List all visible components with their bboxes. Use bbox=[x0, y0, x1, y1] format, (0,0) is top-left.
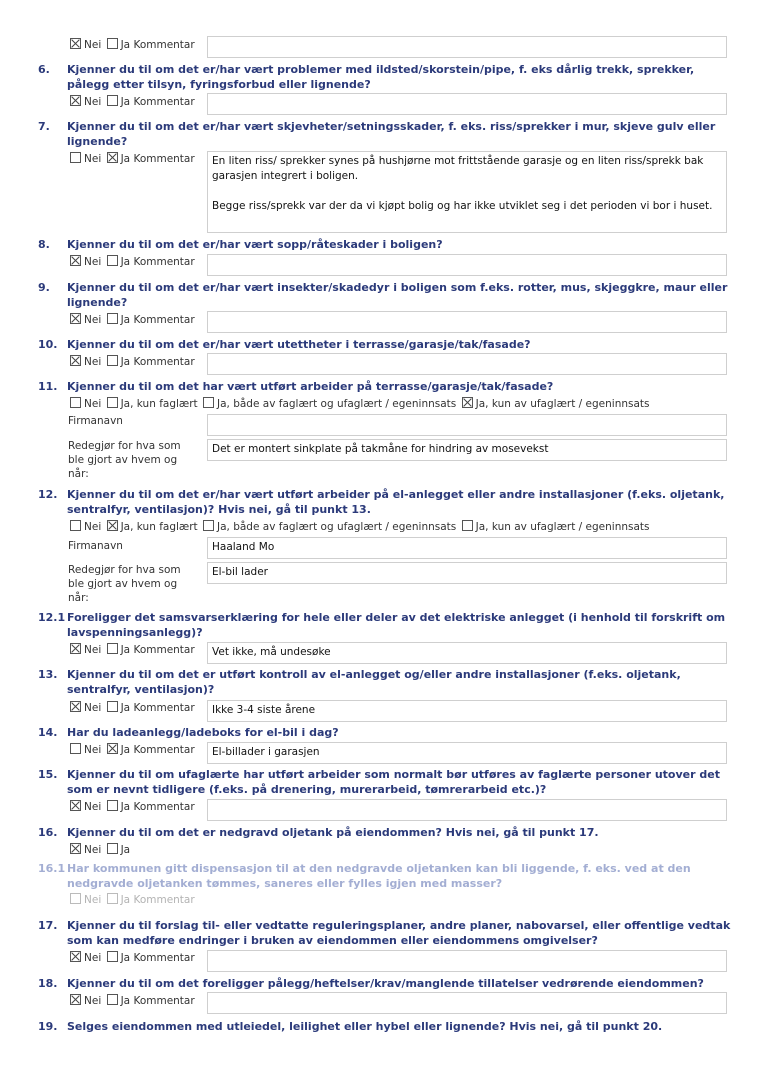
firmanavn-label: Firmanavn bbox=[68, 540, 123, 552]
answer-row-q15: Nei Ja Kommentar bbox=[68, 800, 195, 814]
answer-row-q12: Nei Ja, kun faglært Ja, både av faglært og ufaglært / egeninnsats Ja, kun av ufaglært / egeninnsats bbox=[68, 520, 650, 534]
comment-field-q14[interactable]: El-billader i garasjen bbox=[207, 742, 727, 764]
firmanavn-field-q11[interactable] bbox=[207, 414, 727, 436]
checkbox-nei-checked[interactable] bbox=[70, 95, 81, 106]
comment-field-q10[interactable] bbox=[207, 353, 727, 375]
question-16: 16. Kjenner du til om det er nedgravd oljetank på eiendommen? Hvis nei, gå til punkt 17. bbox=[38, 826, 599, 839]
checkbox-ja[interactable] bbox=[107, 843, 118, 854]
question-11: 11. Kjenner du til om det har vært utført arbeider på terrasse/garasje/tak/fasade? bbox=[38, 380, 554, 393]
answer-row-q5: Nei Ja Kommentar bbox=[68, 38, 195, 52]
answer-row-q18: Nei Ja Kommentar bbox=[68, 994, 195, 1008]
comment-field-q17[interactable] bbox=[207, 950, 727, 972]
checkbox-ja[interactable] bbox=[107, 994, 118, 1005]
firmanavn-field-q12[interactable]: Haaland Mo bbox=[207, 537, 727, 559]
checkbox-nei-checked[interactable] bbox=[70, 994, 81, 1005]
answer-row-q6: Nei Ja Kommentar bbox=[68, 95, 195, 109]
checkbox-ja-begge[interactable] bbox=[203, 397, 214, 408]
checkbox-nei-checked[interactable] bbox=[70, 355, 81, 366]
checkbox-nei-checked[interactable] bbox=[70, 843, 81, 854]
answer-row-q8: Nei Ja Kommentar bbox=[68, 255, 195, 269]
checkbox-ja[interactable] bbox=[107, 701, 118, 712]
question-16-1: 16.1 Har kommunen gitt dispensasjon til at den nedgravde oljetanken kan bli liggende, f. eks. ved at den nedgravde oljetanken tømmes, saneres eller fylles igjen med masser? bbox=[38, 862, 691, 890]
answer-row-q11: Nei Ja, kun faglært Ja, både av faglært og ufaglært / egeninnsats Ja, kun av ufaglært / egeninnsats bbox=[68, 397, 650, 411]
comment-field-q7[interactable] bbox=[207, 151, 727, 233]
checkbox-ja-checked[interactable] bbox=[107, 743, 118, 754]
answer-row-q16: Nei Ja bbox=[68, 843, 130, 857]
redegjor-label: Redegjør for hva som ble gjort av hvem og når: bbox=[68, 440, 181, 480]
redegjor-field-q12[interactable]: El-bil lader bbox=[207, 562, 727, 584]
checkbox-ja-checked[interactable] bbox=[107, 152, 118, 163]
checkbox-ja-disabled bbox=[107, 893, 118, 904]
redegjor-field-q11[interactable]: Det er montert sinkplate på takmåne for hindring av mosevekst bbox=[207, 439, 727, 461]
checkbox-nei-disabled bbox=[70, 893, 81, 904]
checkbox-ja-ufaglaert[interactable] bbox=[462, 520, 473, 531]
firmanavn-label: Firmanavn bbox=[68, 415, 123, 427]
question-19: 19. Selges eiendommen med utleiedel, leilighet eller hybel eller lignende? Hvis nei, gå til punkt 20. bbox=[38, 1020, 663, 1033]
checkbox-ja[interactable] bbox=[107, 313, 118, 324]
question-10: 10. Kjenner du til om det er/har vært utettheter i terrasse/garasje/tak/fasade? bbox=[38, 338, 531, 351]
question-14: 14. Har du ladeanlegg/ladeboks for el-bil i dag? bbox=[38, 726, 339, 739]
comment-paragraph-1: En liten riss/ sprekker synes på hushjørne mot frittstående garasje og en liten riss/sprekk bak garasjen integrert i boligen. bbox=[212, 155, 704, 182]
comment-field-q15[interactable] bbox=[207, 799, 727, 821]
comment-field-q5[interactable] bbox=[207, 36, 727, 58]
question-18: 18. Kjenner du til om det foreligger pålegg/heftelser/krav/manglende tillatelser vedrørende eiendommen? bbox=[38, 977, 704, 990]
question-17: 17. Kjenner du til forslag til- eller vedtatte reguleringsplaner, andre planer, nabovarsel, eller offentlige vedtak som kan medføre endringer i bruken av eiendommen eller eiendommens omgivelser? bbox=[38, 919, 731, 947]
checkbox-nei-checked[interactable] bbox=[70, 313, 81, 324]
checkbox-nei[interactable] bbox=[70, 152, 81, 163]
checkbox-nei-checked[interactable] bbox=[70, 643, 81, 654]
checkbox-ja-faglaert[interactable] bbox=[107, 397, 118, 408]
comment-field-q6[interactable] bbox=[207, 93, 727, 115]
checkbox-ja[interactable] bbox=[107, 355, 118, 366]
answer-row-q17: Nei Ja Kommentar bbox=[68, 951, 195, 965]
comment-paragraph-2: Begge riss/sprekk var der da vi kjøpt bolig og har ikke utviklet seg i det perioden vi bor i huset. bbox=[212, 200, 713, 212]
answer-row-q7: Nei Ja Kommentar bbox=[68, 152, 195, 166]
answer-row-q16-1: Nei Ja Kommentar bbox=[68, 893, 195, 907]
checkbox-nei-checked[interactable] bbox=[70, 951, 81, 962]
answer-row-q12-1: Nei Ja Kommentar bbox=[68, 643, 195, 657]
question-12: 12. Kjenner du til om det er/har vært utført arbeider på el-anlegget eller andre installasjoner (f.eks. oljetank, sentralfyr, ventilasjon)? Hvis nei, gå til punkt 13. bbox=[38, 488, 725, 516]
answer-row-q10: Nei Ja Kommentar bbox=[68, 355, 195, 369]
checkbox-nei[interactable] bbox=[70, 520, 81, 531]
checkbox-ja-faglaert-checked[interactable] bbox=[107, 520, 118, 531]
checkbox-ja[interactable] bbox=[107, 95, 118, 106]
checkbox-ja[interactable] bbox=[107, 643, 118, 654]
comment-field-q8[interactable] bbox=[207, 254, 727, 276]
checkbox-ja-ufaglaert-checked[interactable] bbox=[462, 397, 473, 408]
checkbox-nei[interactable] bbox=[70, 743, 81, 754]
comment-field-q13[interactable]: Ikke 3-4 siste årene bbox=[207, 700, 727, 722]
checkbox-ja-begge[interactable] bbox=[203, 520, 214, 531]
checkbox-nei-checked[interactable] bbox=[70, 701, 81, 712]
checkbox-nei[interactable] bbox=[70, 397, 81, 408]
comment-field-q9[interactable] bbox=[207, 311, 727, 333]
checkbox-ja[interactable] bbox=[107, 951, 118, 962]
comment-field-q12-1[interactable]: Vet ikke, må undesøke bbox=[207, 642, 727, 664]
answer-row-q9: Nei Ja Kommentar bbox=[68, 313, 195, 327]
answer-row-q13: Nei Ja Kommentar bbox=[68, 701, 195, 715]
question-12-1: 12.1 Foreligger det samsvarserklæring for hele eller deler av det elektriske anlegget (i henhold til forskrift om lavspenningsanlegg)? bbox=[38, 611, 726, 639]
question-6: 6. Kjenner du til om det er/har vært problemer med ildsted/skorstein/pipe, f. eks dårlig trekk, sprekker, pålegg etter tilsyn, fyringsforbud eller lignende? bbox=[38, 63, 695, 91]
checkbox-ja[interactable] bbox=[107, 38, 118, 49]
question-8: 8. Kjenner du til om det er/har vært sopp/råteskader i boligen? bbox=[38, 238, 443, 251]
checkbox-ja[interactable] bbox=[107, 800, 118, 811]
question-7: 7. Kjenner du til om det er/har vært skjevheter/setningsskader, f. eks. riss/sprekker i mur, skjeve gulv eller lignende? bbox=[38, 120, 716, 148]
question-13: 13. Kjenner du til om det er utført kontroll av el-anlegget og/eller andre installasjoner (f.eks. oljetank, sentralfyr, ventilasjon)? bbox=[38, 668, 681, 696]
question-15: 15. Kjenner du til om ufaglærte har utført arbeider som normalt bør utføres av faglærte personer utover det som er nevnt tidligere (f.eks. på drenering, murerarbeid, tømrerarbeid etc.)? bbox=[38, 768, 720, 796]
comment-field-q18[interactable] bbox=[207, 992, 727, 1014]
checkbox-nei-checked[interactable] bbox=[70, 800, 81, 811]
checkbox-nei-checked[interactable] bbox=[70, 38, 81, 49]
redegjor-label: Redegjør for hva som ble gjort av hvem og når: bbox=[68, 564, 181, 604]
checkbox-nei-checked[interactable] bbox=[70, 255, 81, 266]
answer-row-q14: Nei Ja Kommentar bbox=[68, 743, 195, 757]
question-9: 9. Kjenner du til om det er/har vært insekter/skadedyr i boligen som f.eks. rotter, mus, skjeggkre, maur eller lignende? bbox=[38, 281, 728, 309]
checkbox-ja[interactable] bbox=[107, 255, 118, 266]
